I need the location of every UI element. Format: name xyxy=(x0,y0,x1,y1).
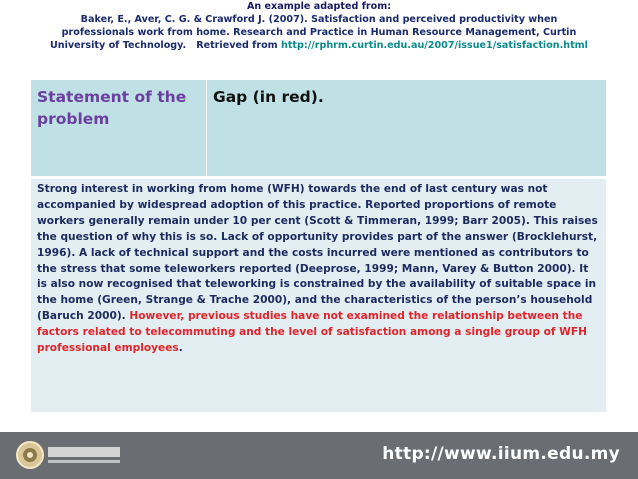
problem-statement-text xyxy=(37,182,601,357)
gap-text: However, previous studies have not examined the relationship between the factors related to telecommuting and the level of satisfaction among a single group of WFH professional employees xyxy=(37,310,587,355)
table-header-right-cell xyxy=(207,80,606,176)
citation-line-3 xyxy=(0,39,638,52)
citation-line-1: Baker, E., Aver, C. G. & Crawford J. (2007). Satisfaction and perceived productivity when xyxy=(80,14,558,25)
footer-url[interactable]: http://www.iium.edu.my xyxy=(382,444,620,464)
background-text: Strong interest in working from home (WFH) towards the end of last century was not accompanied by widespread adoption of this practice. Reported proportions of remote workers generally remain under 10 per cent (Scott & Timmeran, 1999; Barr 2005). This raises the question of why this is so. Lack of opportunity provides part of the answer (Brocklehurst, 1996). A lack of technical support and the costs incurred were mentioned as contributors to the stress that some teleworkers reported (Deeprose, 1999; Mann, Varey & Button 2000). It is also now recognised that teleworking is constrained by the availability of suitable space in the home (Green, Strange & Trache 2000), and the characteristics of the person’s household (Baruch 2000). xyxy=(37,183,598,323)
gap-heading: Gap (in red). xyxy=(213,88,324,106)
ending-period: . xyxy=(178,342,183,355)
statement-heading: Statement of the problem xyxy=(37,88,187,128)
table-header-row xyxy=(31,80,606,176)
problem-table xyxy=(31,80,606,412)
iium-logo xyxy=(14,436,134,476)
table-header-left-cell xyxy=(31,80,206,176)
citation-url[interactable]: http://rphrm.curtin.edu.au/2007/issue1/satisfaction.html xyxy=(281,40,588,51)
citation-source: University of Technology. Retrieved from xyxy=(50,40,282,51)
citation-intro: An example adapted from: xyxy=(246,1,392,12)
citation-header xyxy=(0,0,638,52)
footer-bar xyxy=(0,432,638,479)
table-body-row xyxy=(31,179,606,412)
citation-line-2: professionals work from home. Research and Practice in Human Resource Management, Curtin xyxy=(61,27,577,38)
